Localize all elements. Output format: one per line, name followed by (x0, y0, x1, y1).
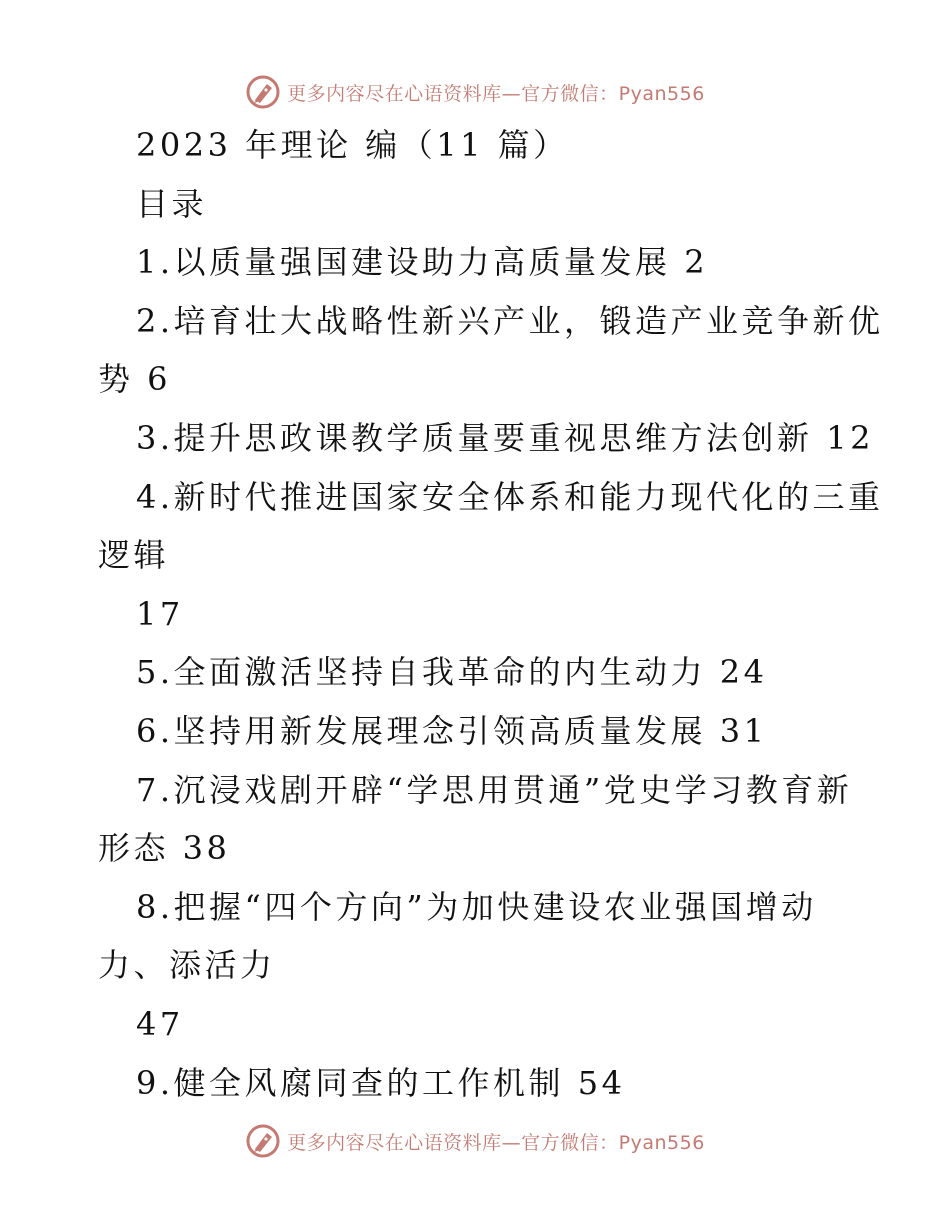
document-title: 2023 年理论 编（11 篇） (136, 126, 569, 164)
toc-entry: 9.健全风腐同查的工作机制 54 (136, 1063, 626, 1102)
toc-entry: 1.以质量强国建设助力高质量发展 2 (136, 243, 709, 282)
toc-entry-continuation: 力、添活力 (98, 946, 276, 985)
toc-entry: 8.把握“四个方向”为加快建设农业强国增动 (136, 887, 817, 926)
document-body (98, 116, 884, 1112)
toc-entry-continuation: 逻辑 (98, 536, 170, 575)
watermark-text: 更多内容尽在心语资料库—官方微信：Pyan556 (287, 82, 705, 105)
toc-page-number: 47 (136, 1004, 184, 1043)
watermark-text: 更多内容尽在心语资料库—官方微信：Pyan556 (287, 1131, 705, 1154)
toc-entry: 2.培育壮大战略性新兴产业，锻造产业竞争新优 (136, 301, 884, 340)
pen-nib-logo-icon (245, 1123, 281, 1159)
pen-nib-logo-icon (245, 74, 281, 110)
toc-entry: 5.全面激活坚持自我革命的内生动力 24 (136, 653, 768, 692)
toc-heading: 目录 (136, 184, 208, 223)
toc-entry-continuation: 形态 38 (98, 829, 231, 868)
header-watermark (0, 72, 950, 112)
footer-watermark (0, 1121, 950, 1161)
toc-entry-continuation: 势 6 (98, 360, 172, 399)
toc-entry: 7.沉浸戏剧开辟“学思用贯通”党史学习教育新 (136, 770, 853, 809)
toc-entry: 4.新时代推进国家安全体系和能力现代化的三重 (136, 477, 884, 516)
toc-entry: 6.坚持用新发展理念引领高质量发展 31 (136, 711, 768, 750)
toc-entry: 3.提升思政课教学质量要重视思维方法创新 12 (136, 418, 874, 457)
toc-page-number: 17 (136, 594, 184, 633)
